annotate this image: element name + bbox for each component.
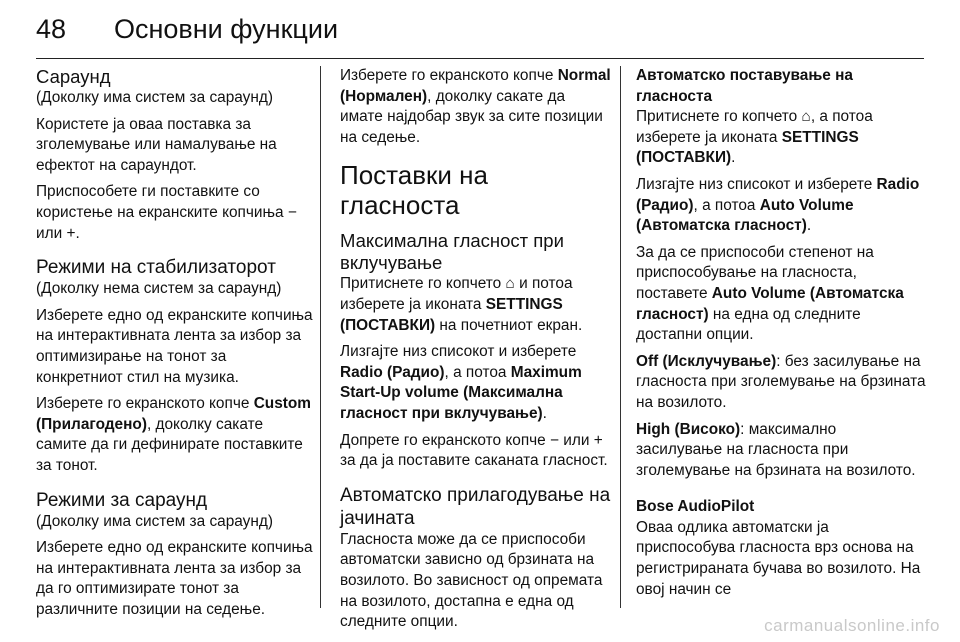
text: на една од следните достапни опции. [636, 305, 861, 344]
text: Притиснете го копчето [340, 275, 506, 293]
text: , а потоа [444, 363, 511, 381]
paragraph: Користете ја оваа поставка за зголемување или намалување на ефектот на сараундот. [36, 115, 277, 174]
radio-label: Radio (Радио) [636, 175, 920, 214]
text: . [542, 404, 547, 422]
paragraph: Изберете едно од екранските копчиња на интерактивната лента за избор за да го оптимизирате тонот за различните позиции на седење. [36, 539, 313, 618]
paragraph [636, 420, 926, 482]
paragraph: Изберете едно од екранските копчиња на интерактивната лента за избор за оптимизирање на тонот за конкретниот стил на музика. [36, 306, 313, 386]
text: Изберете го екранското копче [340, 67, 558, 84]
custom-option-label: Custom (Прилагодено) [36, 395, 311, 433]
column-divider [620, 66, 621, 608]
paragraph: Оваа одлика автоматски ја приспособува гласноста врз основа на регистрираната бучава во возилото. На овој начин се [636, 518, 921, 598]
page-header [36, 14, 338, 45]
paragraph [636, 107, 926, 169]
text: Притиснете го копчето [636, 108, 802, 126]
text: . [806, 217, 812, 235]
section-title-surround-modes: Режими за сараунд [36, 489, 208, 511]
home-icon: ⌂ [801, 108, 811, 126]
paragraph [340, 274, 612, 336]
text: , а потоа [693, 196, 760, 214]
section-subtitle: (Доколку има систем за сараунд) [36, 512, 273, 530]
normal-option-label: Normal (Нормален) [340, 67, 611, 105]
text: . [731, 149, 736, 167]
paragraph: Приспособете ги поставките со користење на екранските копчиња − или +. [36, 183, 297, 242]
subsection-title-auto-volume-adjust: Автоматско прилагодување на јачината [340, 484, 611, 529]
text: : максимално засилување на гласноста при зголемување на брзината на возилото. [636, 420, 916, 479]
column-divider [320, 66, 321, 608]
section-subtitle: (Доколку има систем за сараунд) [36, 89, 273, 106]
paragraph [636, 175, 926, 237]
page-number: 48 [36, 14, 67, 44]
text: и потоа изберете ја иконата [340, 275, 573, 313]
text: Лизгајте низ списокот и изберете [636, 175, 877, 193]
column-3 [636, 66, 926, 606]
paragraph [340, 342, 612, 424]
text: , а потоа изберете ја иконата [636, 108, 873, 146]
column-1 [36, 66, 316, 626]
paragraph [636, 243, 926, 346]
subsection-title-max-startup-volume: Максимална гласност при вклучување [340, 230, 564, 274]
text: : без засилување на гласноста при зголемување на брзината на возилото. [636, 352, 926, 411]
subsection-title-bose-audiopilot: Bose AudioPilot [636, 498, 755, 516]
max-startup-volume-label: Maximum Start-Up volume (Максимална гласност при вклучување) [340, 363, 582, 422]
auto-volume-label: Auto Volume (Автоматска гласност) [636, 196, 854, 235]
high-option-label: High (Високо) [636, 420, 741, 438]
text: Лизгајте низ списокот и изберете [340, 343, 577, 361]
text: , доколку сакате самите да ги дефинирате поставките за тонот. [36, 415, 303, 474]
section-subtitle: (Доколку нема систем за сараунд) [36, 280, 282, 298]
off-option-label: Off (Исклучување) [636, 352, 777, 370]
paragraph [340, 66, 612, 148]
text: , доколку сакате да имате најдобар звук за сите позиции на седење. [340, 87, 603, 146]
auto-volume-label: Auto Volume (Автоматска гласност) [636, 284, 904, 323]
home-icon: ⌂ [505, 275, 515, 293]
column-2 [340, 66, 612, 639]
settings-label: SETTINGS (ПОСТАВКИ) [340, 295, 563, 334]
section-title-volume-settings: Поставки на гласноста [340, 160, 488, 221]
paragraph [36, 394, 316, 476]
radio-label: Radio (Радио) [340, 363, 445, 381]
text: За да се приспособи степенот на приспособување на гласноста, поставете [636, 243, 874, 302]
section-title-equalizer-modes: Режими на стабилизаторот [36, 257, 276, 279]
text: Изберете го екранското копче [36, 395, 254, 413]
section-title-surround: Сараунд [36, 66, 111, 87]
paragraph: Допрете го екранското копче − или + за да ја поставите саканата гласност. [340, 431, 608, 470]
settings-label: SETTINGS (ПОСТАВКИ) [636, 128, 859, 167]
page-title: Основни функции [114, 14, 339, 44]
subsection-title-auto-volume: Автоматско поставување на гласноста [636, 67, 853, 105]
paragraph [636, 352, 926, 414]
header-rule [36, 58, 924, 59]
paragraph: Гласноста може да се приспособи автоматски зависно од брзината на возилото. Во зависност од опремата на возилото, достапна е една од следните опции. [340, 530, 603, 631]
watermark: carmanualsonline.info [764, 616, 940, 635]
text: на почетниот екран. [435, 316, 583, 334]
